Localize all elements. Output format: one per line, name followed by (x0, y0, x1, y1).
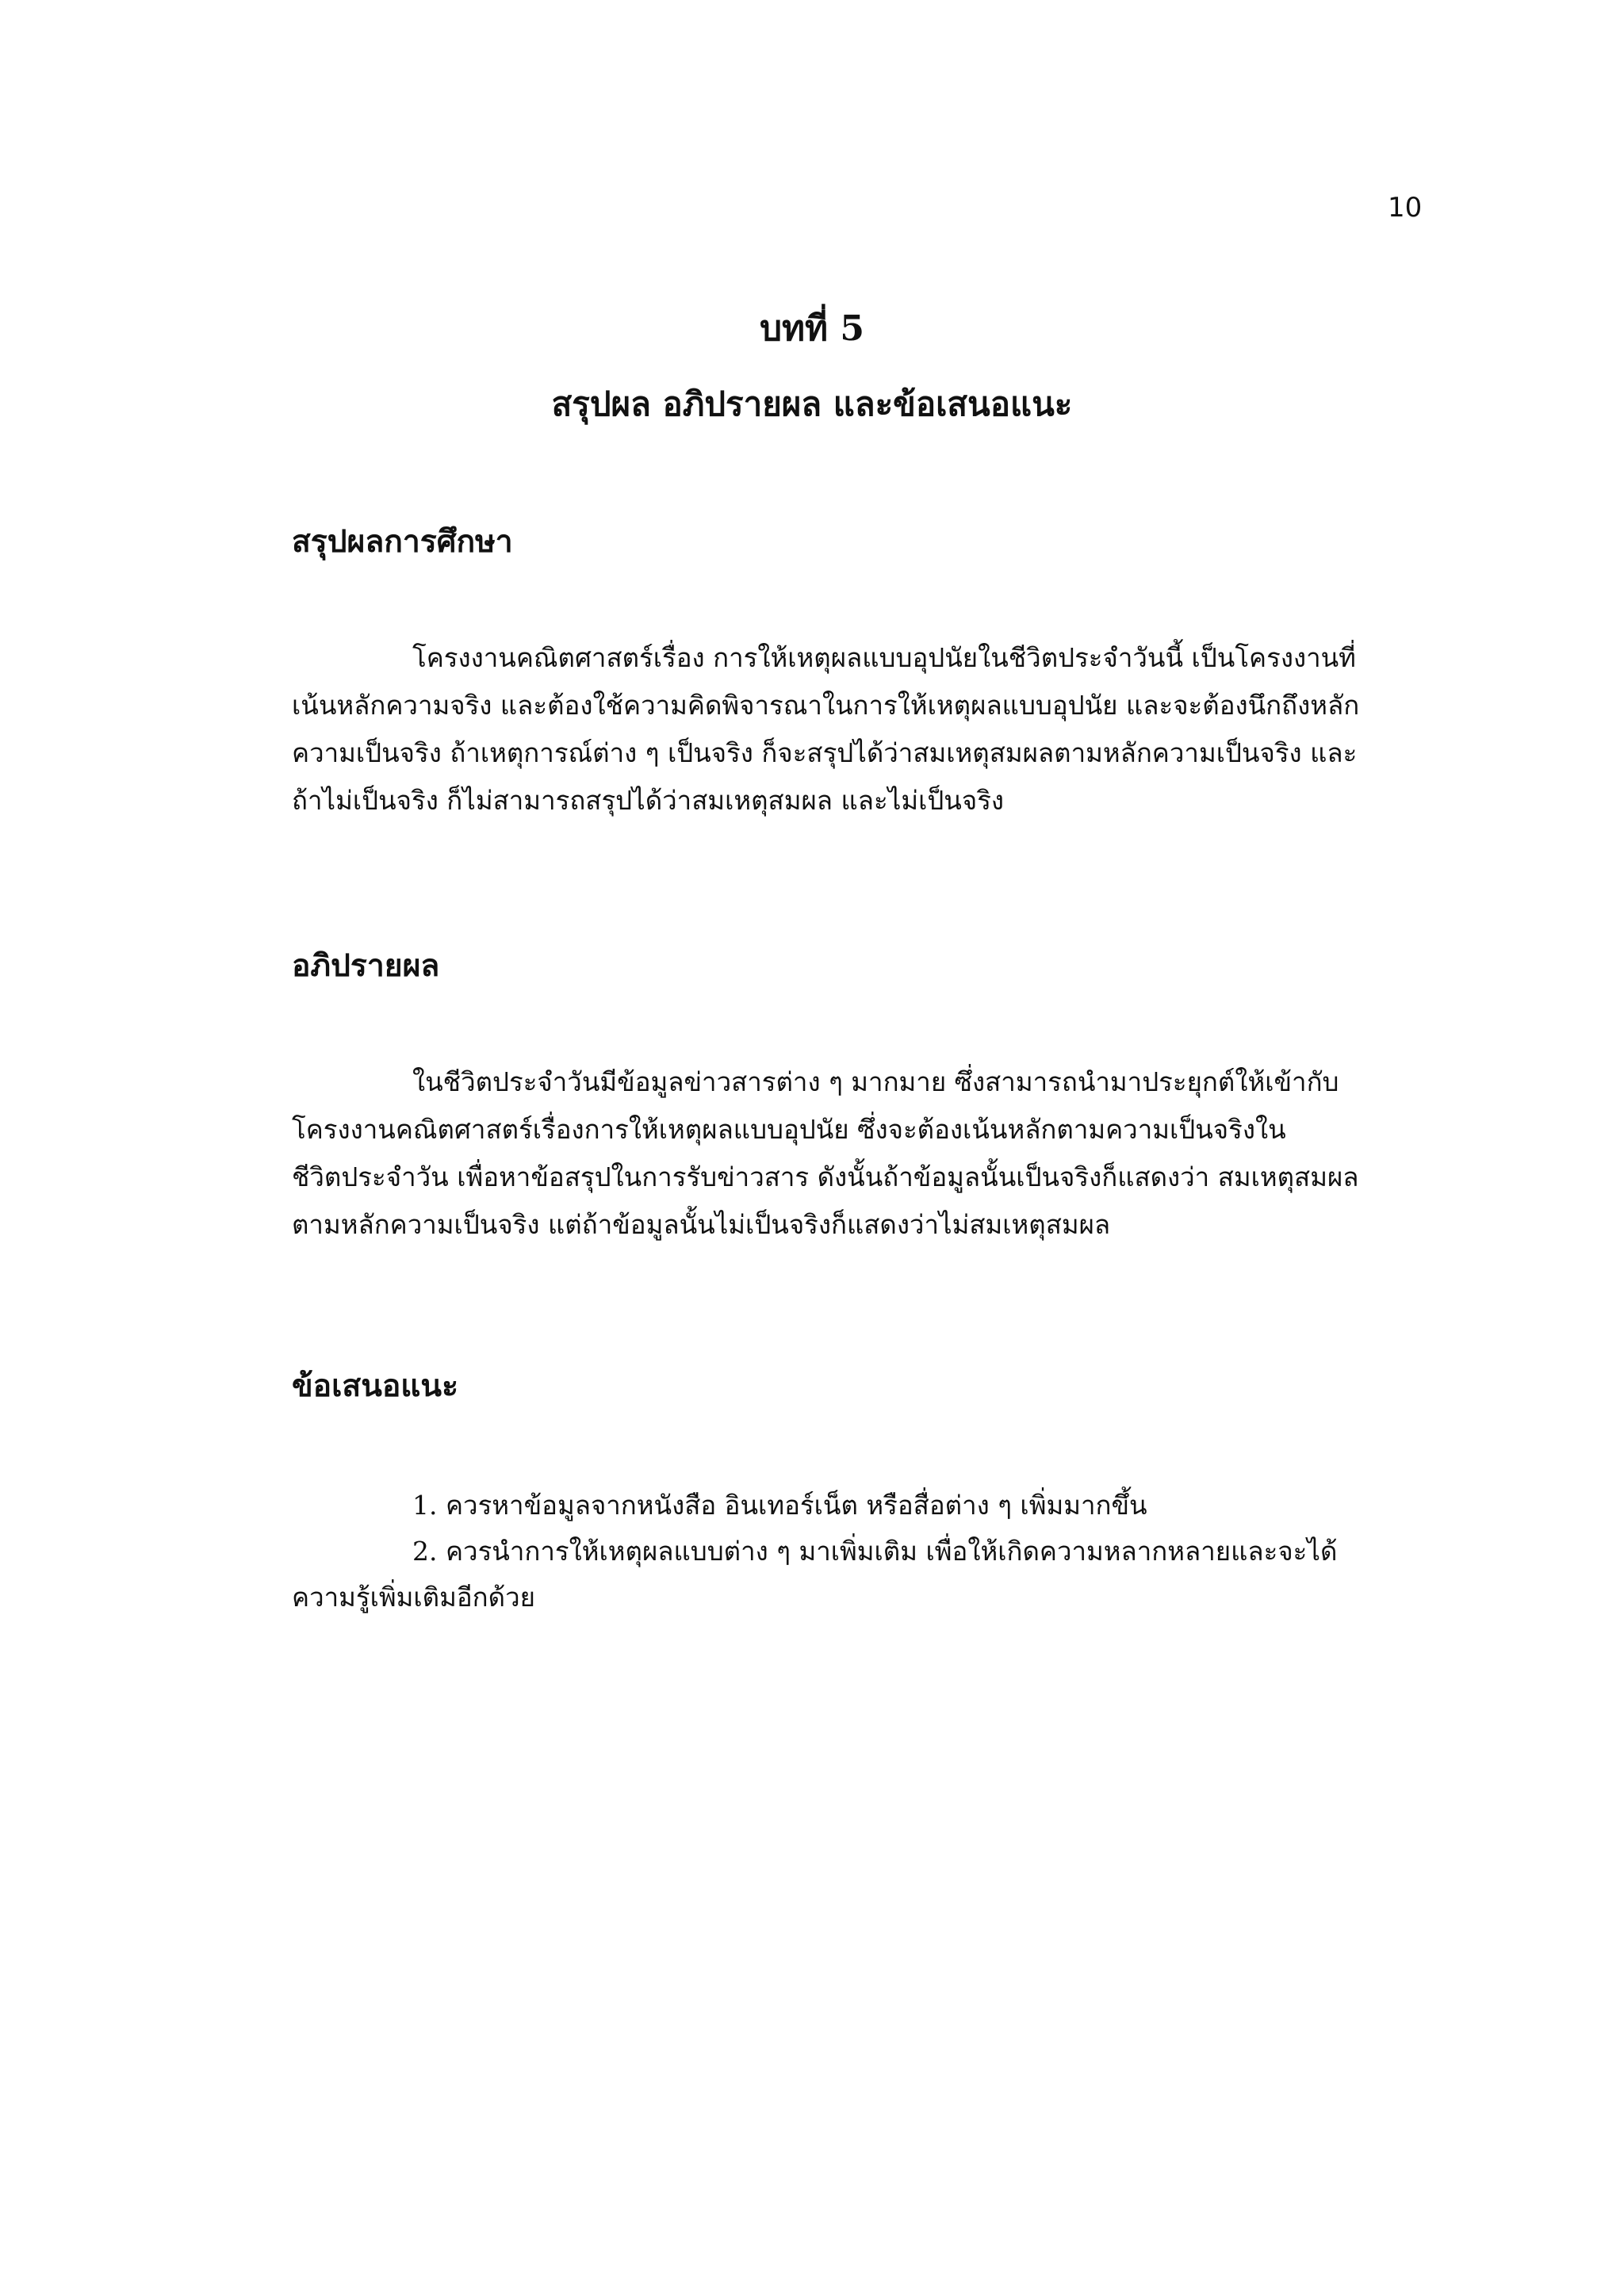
summary-line: โครงงานคณิตศาสตร์เรื่อง การให้เหตุผลแบบอุปนัยในชีวิตประจำวันนี้ เป็นโครงงานที่ (412, 642, 1356, 673)
discussion-line: ในชีวิตประจำวันมีข้อมูลข่าวสารต่าง ๆ มากมาย ซึ่งสามารถนำมาประยุกต์ให้เข้ากับ (412, 1066, 1339, 1097)
discussion-line: ตามหลักความเป็นจริง แต่ถ้าข้อมูลนั้นไม่เป็นจริงก็แสดงว่าไม่สมเหตุสมผล (292, 1209, 1111, 1240)
summary-line: เน้นหลักความจริง และต้องใช้ความคิดพิจารณาในการให้เหตุผลแบบอุปนัย และจะต้องนึกถึงหลัก (292, 690, 1360, 721)
suggestion-item-continued: ความรู้เพิ่มเติมอีกด้วย (292, 1582, 535, 1613)
summary-heading: สรุปผลการศึกษา (292, 523, 513, 560)
suggestions-list (292, 1483, 1418, 1621)
summary-paragraph (292, 634, 1418, 825)
discussion-line: ชีวิตประจำวัน เพื่อหาข้อสรุปในการรับข่าวสาร ดังนั้นถ้าข้อมูลนั้นเป็นจริงก็แสดงว่า สมเหตุสมผล (292, 1161, 1359, 1192)
suggestions-heading: ข้อเสนอแนะ (292, 1368, 459, 1404)
discussion-line: โครงงานคณิตศาสตร์เรื่องการให้เหตุผลแบบอุปนัย ซึ่งจะต้องเน้นหลักตามความเป็นจริงใน (292, 1114, 1286, 1145)
suggestion-item: 2. ควรนำการให้เหตุผลแบบต่าง ๆ มาเพิ่มเติม เพื่อให้เกิดความหลากหลายและจะได้ (412, 1536, 1338, 1567)
suggestion-item: 1. ควรหาข้อมูลจากหนังสือ อินเทอร์เน็ต หรือสื่อต่าง ๆ เพิ่มมากขึ้น (412, 1490, 1147, 1521)
summary-line: ความเป็นจริง ถ้าเหตุการณ์ต่าง ๆ เป็นจริง ก็จะสรุปได้ว่าสมเหตุสมผลตามหลักความเป็นจริง และ (292, 737, 1358, 768)
discussion-paragraph (292, 1058, 1418, 1249)
summary-line: ถ้าไม่เป็นจริง ก็ไม่สามารถสรุปได้ว่าสมเหตุสมผล และไม่เป็นจริง (292, 785, 1005, 816)
chapter-number: บทที่ 5 (760, 308, 864, 349)
discussion-heading: อภิปรายผล (292, 947, 440, 984)
page-number: 10 (1388, 192, 1423, 224)
chapter-title: สรุปผล อภิปรายผล และข้อเสนอแนะ (551, 385, 1073, 423)
